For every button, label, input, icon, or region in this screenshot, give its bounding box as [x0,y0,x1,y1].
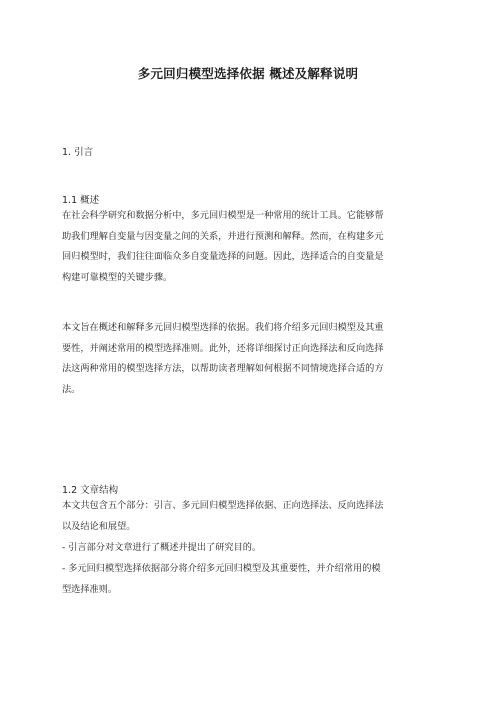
list-item-line: - 引言部分对文章进行了概述并提出了研究目的。 [62,542,262,553]
paragraph-line: 本文共包含五个部分：引言、多元回归模型选择依据、正向选择法、反向选择法 [62,500,384,511]
paragraph-line: 法这两种常用的模型选择方法，以帮助读者理解如何根据不同情境选择合适的方 [62,363,384,375]
paragraph-line: 法。 [62,383,81,395]
paragraph-line: 以及结论和展望。 [62,520,136,532]
paragraph-overview-2 [62,318,434,400]
paragraph-structure [62,496,434,537]
list-item [62,559,434,600]
paragraph-line: 要性，并阐述常用的模型选择准则。此外，还将详细探讨正向选择法和反向选择 [62,342,384,354]
list-item-line: - 多元回归模型选择依据部分将介绍多元回归模型及其重要性，并介绍常用的模 [62,563,381,574]
paragraph-line: 本文旨在概述和解释多元回归模型选择的依据。我们将介绍多元回归模型及其重 [62,322,384,333]
paragraph-line: 在社会科学研究和数据分析中，多元回归模型是一种常用的统计工具。它能够帮 [62,210,384,221]
heading-overview: 1.1 概述 [62,195,100,206]
paragraph-overview-1 [62,206,434,288]
paragraph-line: 助我们理解自变量与因变量之间的关系，并进行预测和解释。然而，在构建多元 [62,230,384,242]
document-title: 多元回归模型选择依据 概述及解释说明 [137,66,359,81]
paragraph-line: 回归模型时，我们往往面临众多自变量选择的问题。因此，选择适合的自变量是 [62,251,384,263]
paragraph-line: 构建可靠模型的关键步骤。 [62,271,173,283]
heading-introduction: 1. 引言 [62,147,94,158]
list-item-line: 型选择准则。 [62,583,118,595]
heading-article-structure: 1.2 文章结构 [62,485,119,496]
list-item [62,538,434,559]
